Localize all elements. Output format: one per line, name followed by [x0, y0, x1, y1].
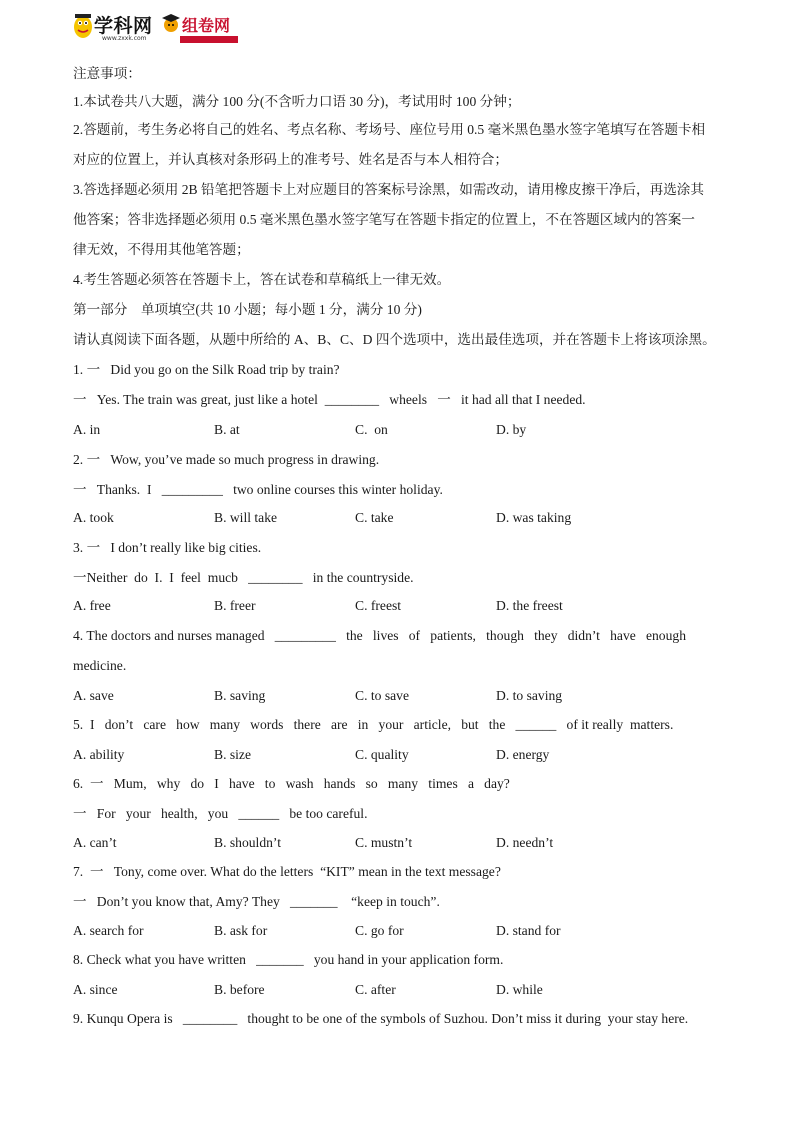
- answer-option: D. to saving: [496, 688, 563, 703]
- answer-option: C. go for: [355, 923, 404, 938]
- answer-option: C. after: [355, 982, 396, 997]
- text-line: 5. I don’t care how many words there are in your article, but the ______ of it really matters.: [73, 717, 674, 732]
- text-line: 对应的位置上，并认真核对条形码上的准考号、姓名是否与本人相符合；: [73, 152, 508, 167]
- answer-option: A. can’t: [73, 835, 117, 850]
- text-line: 一 Don’t you know that, Amy? They _______ “keep in touch”.: [73, 894, 440, 909]
- answer-option: B. before: [214, 982, 265, 997]
- text-line: 2.答题前，考生务必将自己的姓名、考点名称、考场号、座位号用 0.5 毫米黑色墨水签字笔填写在答题卡相: [73, 122, 706, 137]
- text-line: 2. 一 Wow, you’ve made so much progress in drawing.: [73, 452, 380, 467]
- answer-option: A. in: [73, 422, 101, 437]
- text-line: 8. Check what you have written _______ you hand in your application form.: [73, 952, 504, 967]
- text-line: 7. 一 Tony, come over. What do the letters “KIT” mean in the text message?: [73, 864, 501, 879]
- text-line: 4.考生答题必须答在答题卡上，答在试卷和草稿纸上一律无效。: [73, 272, 451, 287]
- text-line: 一 Thanks. I _________ two online courses this winter holiday.: [73, 482, 443, 497]
- brand-url: www.zxxk.com: [102, 35, 147, 42]
- answer-option: D. energy: [496, 747, 550, 762]
- answer-option: C. quality: [355, 747, 409, 762]
- text-line: medicine.: [73, 658, 127, 673]
- text-line: 注意事项：: [73, 66, 141, 81]
- answer-option: D. by: [496, 422, 527, 437]
- text-line: 1. 一 Did you go on the Silk Road trip by train?: [73, 362, 340, 377]
- answer-option: D. needn’t: [496, 835, 554, 850]
- answer-option: A. search for: [73, 923, 144, 938]
- answer-option: D. while: [496, 982, 543, 997]
- text-line: 他答案；答非选择题必须用 0.5 毫米黑色墨水签字笔写在答题卡指定的位置上，不在答题区域内的答案一: [73, 212, 695, 227]
- brand-bar: [180, 36, 238, 43]
- text-line: 一Neither do I. I feel mucb ________ in the countryside.: [73, 570, 414, 585]
- text-line: 3. 一 I don’t really like big cities.: [73, 540, 262, 555]
- answer-option: B. freer: [214, 598, 256, 613]
- answer-option: C. mustn’t: [355, 835, 413, 850]
- text-line: 6. 一 Mum, why do I have to wash hands so many times a day?: [73, 776, 510, 791]
- brand2-name: 组卷网: [182, 16, 231, 35]
- answer-option: C. freest: [355, 598, 402, 613]
- answer-option: A. took: [73, 510, 114, 525]
- brand-name: 学科网: [94, 15, 153, 37]
- text-line: 律无效，不得用其他笔答题；: [73, 242, 250, 257]
- text-line: 一 Yes. The train was great, just like a hotel ________ wheels 一 it had all that I needed.: [73, 392, 586, 407]
- text-line: 9. Kunqu Opera is ________ thought to be one of the symbols of Suzhou. Don’t miss it during your stay here.: [73, 1011, 689, 1026]
- answer-option: A. since: [73, 982, 118, 997]
- answer-option: D. was taking: [496, 510, 572, 525]
- answer-option: A. ability: [73, 747, 125, 762]
- graduation-cap-icon: [162, 12, 180, 34]
- header-logo: [72, 10, 242, 44]
- text-line: 3.答选择题必须用 2B 铅笔把答题卡上对应题目的答案标号涂黑，如需改动，请用橡皮擦干净后，再选涂其: [73, 182, 704, 197]
- answer-option: B. at: [214, 422, 240, 437]
- answer-option: B. saving: [214, 688, 266, 703]
- answer-option: B. size: [214, 747, 251, 762]
- answer-option: B. will take: [214, 510, 278, 525]
- answer-option: A. save: [73, 688, 114, 703]
- answer-option: B. ask for: [214, 923, 268, 938]
- text-line: 4. The doctors and nurses managed _________ the lives of patients, though they didn’t have enough: [73, 628, 686, 643]
- answer-option: B. shouldn’t: [214, 835, 281, 850]
- text-line: 一 For your health, you ______ be too careful.: [73, 806, 368, 821]
- answer-option: C. to save: [355, 688, 409, 703]
- text-line: 请认真阅读下面各题，从题中所给的 A、B、C、D 四个选项中，选出最佳选项，并在答题卡上将该项涂黑。: [73, 332, 716, 347]
- text-line: 第一部分 单项填空(共 10 小题；每小题 1 分，满分 10 分): [73, 302, 422, 317]
- answer-option: D. stand for: [496, 923, 561, 938]
- text-line: 1.本试卷共八大题，满分 100 分(不含听力口语 30 分)，考试用时 100 分钟；: [73, 94, 521, 109]
- answer-option: D. the freest: [496, 598, 563, 613]
- answer-option: C. on: [355, 422, 388, 437]
- answer-option: A. free: [73, 598, 111, 613]
- answer-option: C. take: [355, 510, 394, 525]
